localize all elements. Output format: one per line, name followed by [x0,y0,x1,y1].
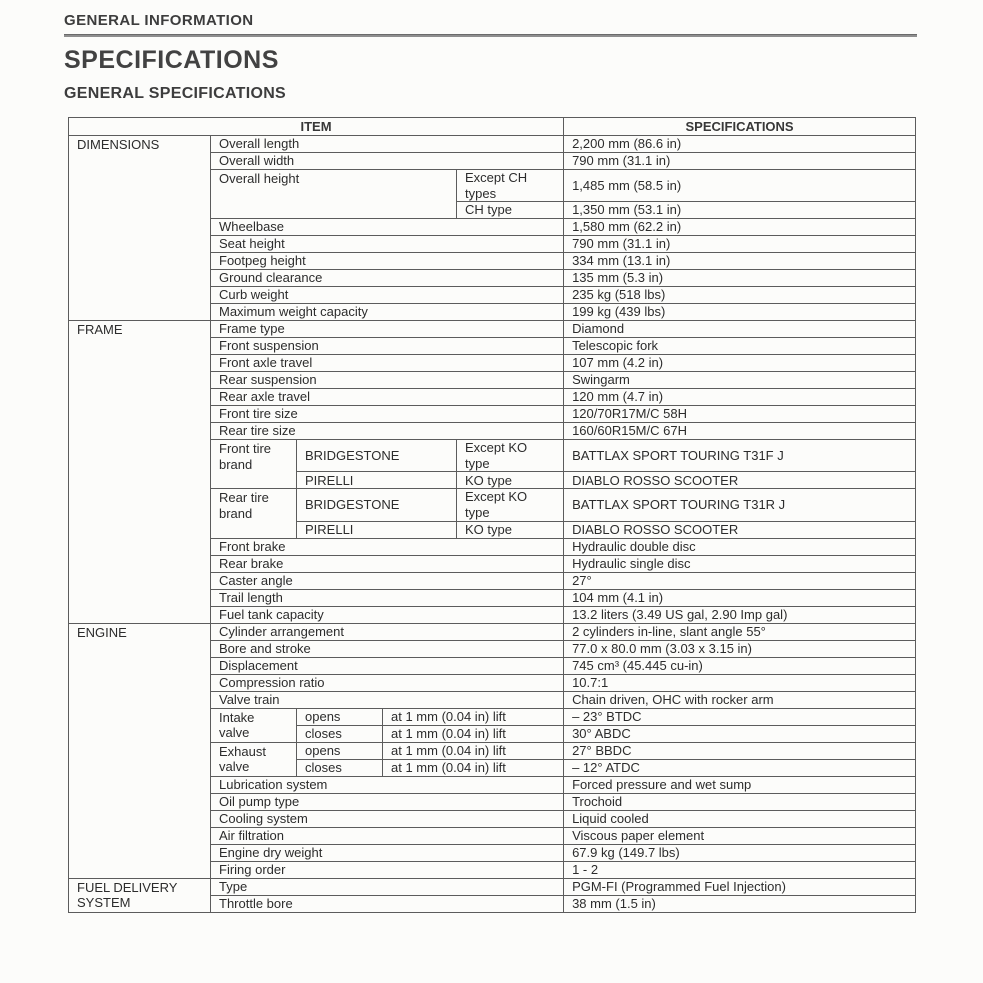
spec-cell: 160/60R15M/C 67H [564,423,916,440]
item-cell: Front brake [211,538,564,555]
item-cell: BRIDGESTONE [297,440,457,472]
category-cell: FUEL DELIVERY SYSTEM [69,878,211,912]
spec-cell: 745 cm³ (45.445 cu-in) [564,657,916,674]
spec-cell: BATTLAX SPORT TOURING T31F J [564,440,916,472]
general-specifications-table [68,117,916,913]
item-cell: opens [297,708,383,725]
item-cell: Front tire brand [211,440,297,489]
item-cell: Bore and stroke [211,640,564,657]
spec-cell: 107 mm (4.2 in) [564,355,916,372]
spec-cell: 30° ABDC [564,725,916,742]
item-cell: PIRELLI [297,521,457,538]
item-cell: Except KO type [457,440,564,472]
spec-cell: Diamond [564,321,916,338]
spec-cell: BATTLAX SPORT TOURING T31R J [564,489,916,521]
spec-cell: Liquid cooled [564,810,916,827]
spec-cell: PGM-FI (Programmed Fuel Injection) [564,878,916,895]
item-cell: Except CH types [457,170,564,202]
item-cell: Rear axle travel [211,389,564,406]
item-cell: closes [297,725,383,742]
item-cell: Type [211,878,564,895]
spec-cell: 77.0 x 80.0 mm (3.03 x 3.15 in) [564,640,916,657]
item-cell: Seat height [211,236,564,253]
item-cell: Rear suspension [211,372,564,389]
spec-cell: Trochoid [564,793,916,810]
chapter-title: GENERAL INFORMATION [64,12,254,29]
spec-cell: 2,200 mm (86.6 in) [564,136,916,153]
spec-cell: 135 mm (5.3 in) [564,270,916,287]
item-cell: KO type [457,521,564,538]
item-cell: Exhaust valve [211,742,297,776]
item-cell: Maximum weight capacity [211,304,564,321]
item-cell: Air filtration [211,827,564,844]
item-cell: CH type [457,202,564,219]
item-cell: Overall width [211,153,564,170]
item-cell: PIRELLI [297,472,457,489]
item-cell: Rear tire brand [211,489,297,538]
spec-cell: Swingarm [564,372,916,389]
item-cell: at 1 mm (0.04 in) lift [383,759,564,776]
category-cell: ENGINE [69,623,211,878]
spec-cell: 199 kg (439 lbs) [564,304,916,321]
item-cell: Caster angle [211,572,564,589]
item-cell: at 1 mm (0.04 in) lift [383,708,564,725]
spec-cell: 790 mm (31.1 in) [564,153,916,170]
item-cell: closes [297,759,383,776]
spec-cell: 38 mm (1.5 in) [564,895,916,912]
spec-cell: 67.9 kg (149.7 lbs) [564,844,916,861]
item-cell: Fuel tank capacity [211,606,564,623]
spec-cell: 120/70R17M/C 58H [564,406,916,423]
item-cell: Cooling system [211,810,564,827]
spec-cell: – 23° BTDC [564,708,916,725]
item-cell: opens [297,742,383,759]
spec-cell: Forced pressure and wet sump [564,776,916,793]
item-cell: Displacement [211,657,564,674]
spec-cell: 790 mm (31.1 in) [564,236,916,253]
spec-cell: – 12° ATDC [564,759,916,776]
spec-cell: Viscous paper element [564,827,916,844]
item-cell: Valve train [211,691,564,708]
specifications-column-header: SPECIFICATIONS [564,118,916,136]
item-cell: Front suspension [211,338,564,355]
spec-cell: 1,580 mm (62.2 in) [564,219,916,236]
spec-cell: Chain driven, OHC with rocker arm [564,691,916,708]
item-cell: at 1 mm (0.04 in) lift [383,742,564,759]
item-cell: Cylinder arrangement [211,623,564,640]
spec-cell: DIABLO ROSSO SCOOTER [564,472,916,489]
item-cell: at 1 mm (0.04 in) lift [383,725,564,742]
item-cell: Lubrication system [211,776,564,793]
item-cell: Engine dry weight [211,844,564,861]
item-cell: Trail length [211,589,564,606]
item-cell: Front tire size [211,406,564,423]
item-cell: Firing order [211,861,564,878]
item-column-header: ITEM [69,118,564,136]
spec-cell: 120 mm (4.7 in) [564,389,916,406]
spec-cell: Hydraulic double disc [564,538,916,555]
item-cell: Compression ratio [211,674,564,691]
category-cell: FRAME [69,321,211,623]
spec-cell: 1,485 mm (58.5 in) [564,170,916,202]
spec-cell: 1 - 2 [564,861,916,878]
table-row [69,321,916,338]
spec-cell: 2 cylinders in-line, slant angle 55° [564,623,916,640]
item-cell: Except KO type [457,489,564,521]
spec-cell: 27° BBDC [564,742,916,759]
spec-cell: 104 mm (4.1 in) [564,589,916,606]
item-cell: Footpeg height [211,253,564,270]
spec-cell: DIABLO ROSSO SCOOTER [564,521,916,538]
section-title: SPECIFICATIONS [64,46,279,74]
item-cell: BRIDGESTONE [297,489,457,521]
spec-cell: 10.7:1 [564,674,916,691]
spec-cell: 13.2 liters (3.49 US gal, 2.90 Imp gal) [564,606,916,623]
item-cell: Intake valve [211,708,297,742]
item-cell: Wheelbase [211,219,564,236]
spec-cell: 27° [564,572,916,589]
item-cell: Front axle travel [211,355,564,372]
spec-cell: 1,350 mm (53.1 in) [564,202,916,219]
spec-cell: Telescopic fork [564,338,916,355]
item-cell: Throttle bore [211,895,564,912]
category-cell: DIMENSIONS [69,136,211,321]
spec-cell: 334 mm (13.1 in) [564,253,916,270]
item-cell: Frame type [211,321,564,338]
chapter-rule-divider [64,34,917,37]
item-cell: Overall height [211,170,457,219]
item-cell: Rear brake [211,555,564,572]
table-header-row [69,118,916,136]
item-cell: Ground clearance [211,270,564,287]
table-row [69,878,916,895]
spec-cell: Hydraulic single disc [564,555,916,572]
item-cell: Rear tire size [211,423,564,440]
subsection-title: GENERAL SPECIFICATIONS [64,85,287,102]
item-cell: Overall length [211,136,564,153]
item-cell: KO type [457,472,564,489]
table-row [69,136,916,153]
spec-cell: 235 kg (518 lbs) [564,287,916,304]
item-cell: Curb weight [211,287,564,304]
table-body [69,136,916,913]
table-row [69,623,916,640]
item-cell: Oil pump type [211,793,564,810]
